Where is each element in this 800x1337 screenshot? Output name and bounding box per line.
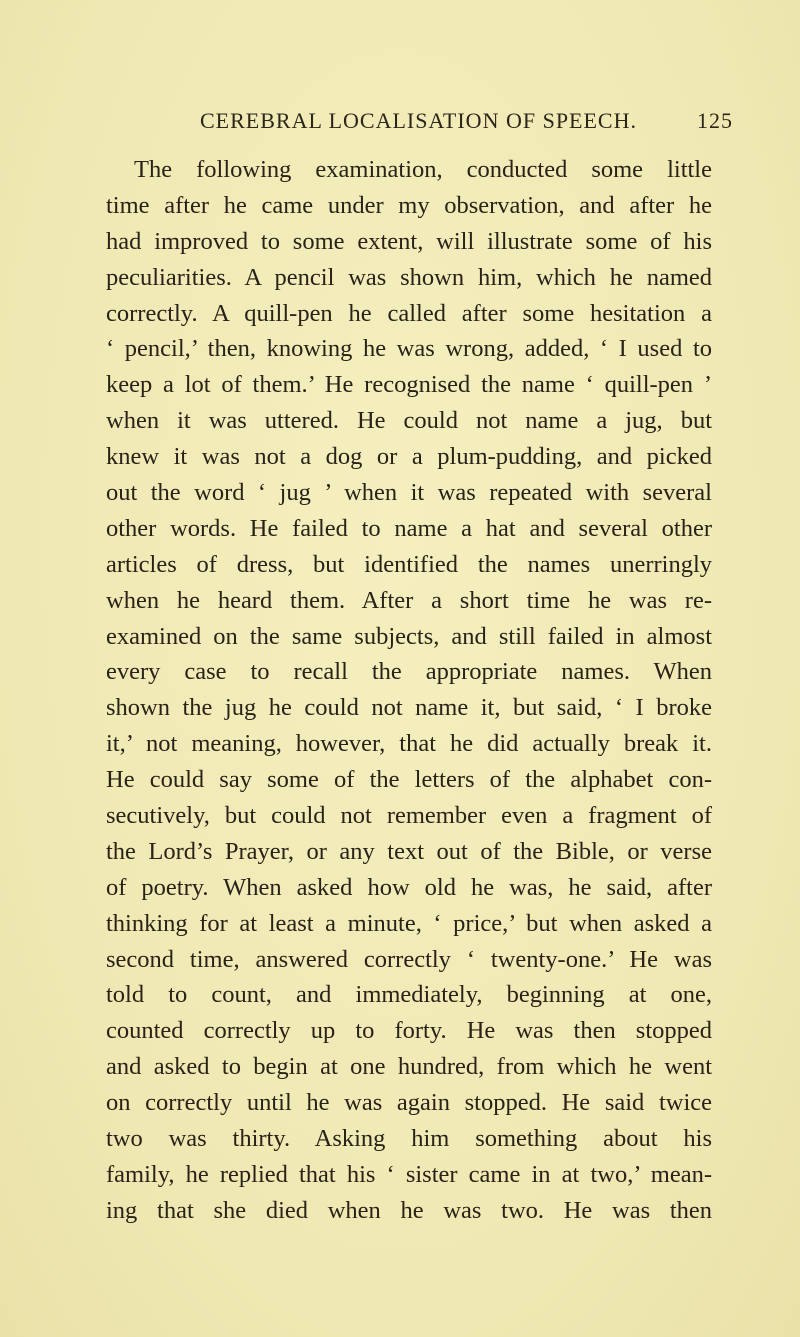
text-line: correctly. A quill-pen he called after some hesitation a [106, 299, 712, 327]
text-line: told to count, and immediately, beginning at one, [106, 981, 712, 1009]
text-line: and asked to begin at one hundred, from which he went [106, 1053, 712, 1081]
text-line: He could say some of the letters of the alphabet con- [106, 766, 712, 794]
running-head [200, 108, 760, 140]
text-line: on correctly until he was again stopped. He said twice [106, 1089, 712, 1117]
text-line: knew it was not a dog or a plum-pudding, and picked [106, 443, 712, 471]
text-line: ‘ pencil,’ then, knowing he was wrong, added, ‘ I used to [106, 335, 712, 363]
text-line: when it was uttered. He could not name a jug, but [106, 407, 712, 435]
text-line: every case to recall the appropriate names. When [106, 658, 712, 686]
text-line: peculiarities. A pencil was shown him, which he named [106, 263, 712, 291]
text-line: out the word ‘ jug ’ when it was repeated with several [106, 479, 712, 507]
text-line: examined on the same subjects, and still failed in almost [106, 622, 712, 650]
text-line: shown the jug he could not name it, but said, ‘ I broke [106, 694, 712, 722]
text-line: two was thirty. Asking him something about his [106, 1125, 712, 1153]
text-line: counted correctly up to forty. He was then stopped [106, 1017, 712, 1045]
text-line: time after he came under my observation, and after he [106, 191, 712, 219]
text-line: keep a lot of them.’ He recognised the name ‘ quill-pen ’ [106, 371, 712, 399]
running-head-title: CEREBRAL LOCALISATION OF SPEECH. [200, 108, 637, 133]
text-line: of poetry. When asked how old he was, he said, after [106, 873, 712, 901]
text-line: second time, answered correctly ‘ twenty-one.’ He was [106, 945, 712, 973]
text-line: thinking for at least a minute, ‘ price,’ but when asked a [106, 909, 712, 937]
text-line: secutively, but could not remember even a fragment of [106, 802, 712, 830]
text-line: it,’ not meaning, however, that he did actually break it. [106, 730, 712, 758]
text-line: when he heard them. After a short time he was re- [106, 586, 712, 614]
text-line: had improved to some extent, will illustrate some of his [106, 227, 712, 255]
text-line: The following examination, conducted some little [134, 156, 712, 183]
text-line: ing that she died when he was two. He was then [106, 1196, 712, 1224]
body-paragraph [106, 152, 712, 1229]
text-line: articles of dress, but identified the names unerringly [106, 550, 712, 578]
text-line: family, he replied that his ‘ sister came in at two,’ mean- [106, 1160, 712, 1188]
text-line: other words. He failed to name a hat and several other [106, 514, 712, 542]
page-number: 125 [697, 108, 733, 133]
text-line: the Lord’s Prayer, or any text out of the Bible, or verse [106, 837, 712, 865]
